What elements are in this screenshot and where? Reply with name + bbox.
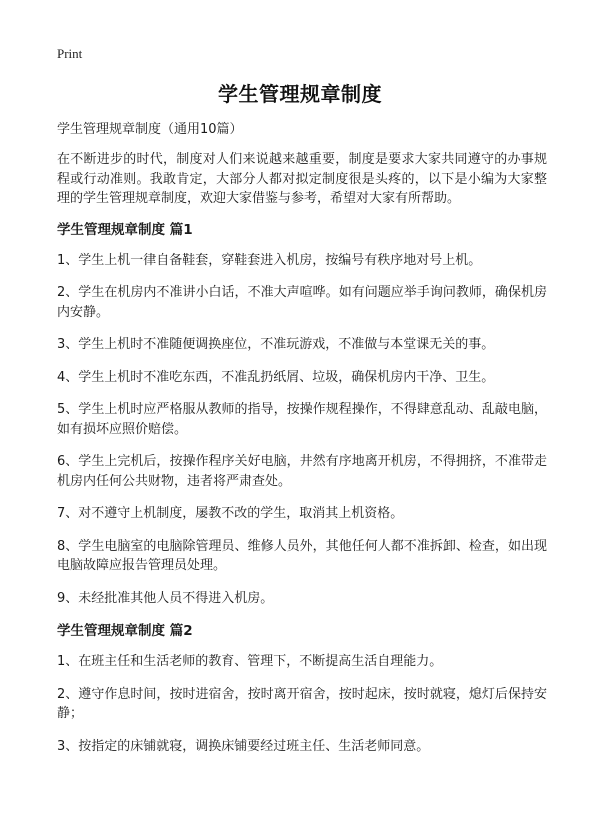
list-item: 4、学生上机时不准吃东西，不准乱扔纸屑、垃圾，确保机房内干净、卫生。 (57, 369, 495, 385)
list-item: 8、学生电脑室的电脑除管理员、维修人员外，其他任何人都不准拆卸、检查，如出现电脑故障应报告管理员处理。 (57, 538, 547, 573)
list-item: 1、学生上机一律自备鞋套，穿鞋套进入机房，按编号有秩序地对号上机。 (57, 252, 482, 268)
list-item: 9、未经批准其他人员不得进入机房。 (57, 590, 274, 606)
page-title: 学生管理规章制度 (218, 82, 382, 106)
intro-paragraph: 在不断进步的时代，制度对人们来说越来越重要，制度是要求大家共同遵守的办事规程或行动准则。我敢肯定，大部分人都对拟定制度很是头疼的，以下是小编为大家整理的学生管理规章制度，欢迎大家借鉴与参考，希望对大家有所帮助。 (57, 152, 547, 206)
section-heading: 学生管理规章制度 篇2 (57, 623, 193, 639)
list-item: 2、学生在机房内不准讲小白话，不准大声喧哗。如有问题应举手询问教师，确保机房内安静。 (57, 285, 547, 320)
list-item: 6、学生上完机后，按操作程序关好电脑，井然有序地离开机房，不得拥挤，不准带走机房内任何公共财物，违者将严肃查处。 (57, 454, 547, 489)
list-item: 7、对不遵守上机制度，屡教不改的学生，取消其上机资格。 (57, 506, 404, 521)
section-heading: 学生管理规章制度 篇1 (57, 221, 193, 238)
document-subtitle: 学生管理规章制度（通用10篇） (57, 122, 243, 137)
list-item: 2、遵守作息时间，按时进宿舍，按时离开宿舍，按时起床，按时就寝，熄灯后保持安静； (57, 686, 547, 721)
document-body (57, 121, 547, 769)
list-item: 3、学生上机时不准随便调换座位，不准玩游戏，不准做与本堂课无关的事。 (57, 337, 495, 352)
section-2 (57, 621, 547, 756)
list-item: 3、按指定的床铺就寝，调换床铺要经过班主任、生活老师同意。 (57, 738, 430, 754)
print-label: Print (57, 46, 83, 61)
list-item: 5、学生上机时应严格服从教师的指导，按操作规程操作，不得肆意乱动、乱敲电脑，如有损坏应照价赔偿。 (57, 402, 547, 437)
list-item: 1、在班主任和生活老师的教育、管理下，不断提高生活自理能力。 (57, 654, 443, 669)
section-1 (57, 220, 547, 609)
